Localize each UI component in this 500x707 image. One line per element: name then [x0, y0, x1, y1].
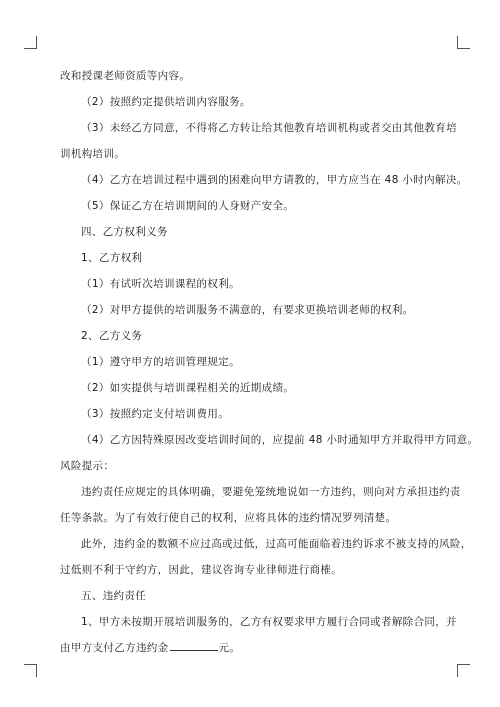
- paragraph-line: 任等条款。为了有效行使自己的权利，应将具体的违约情况罗列清楚。: [60, 512, 397, 524]
- crop-mark-top-left: [24, 36, 37, 49]
- penalty-amount-blank: [170, 640, 218, 651]
- paragraph-line: （4）乙方因特殊原因改变培训时间的，应提前 48 小时通知甲方并取得甲方同意。: [81, 434, 479, 446]
- paragraph-line: （2）如实提供与培训课程相关的近期成绩。: [81, 382, 295, 394]
- paragraph-line: [60, 635, 450, 661]
- subsection-heading: 1、乙方权利: [81, 252, 143, 264]
- paragraph-line: （3）按照约定支付培训费用。: [81, 408, 230, 420]
- paragraph-line: （1）有试听次培训课程的权利。: [81, 278, 240, 290]
- paragraph-line: （5）保证乙方在培训期间的人身财产安全。: [81, 200, 295, 212]
- paragraph-line: 违约责任应规定的具体明确，要避免笼统地说如一方违约，则向对方承担违约责: [81, 486, 461, 498]
- subsection-heading: 2、乙方义务: [81, 330, 143, 342]
- crop-mark-top-right: [457, 36, 470, 49]
- paragraph-line: （2）对甲方提供的培训服务不满意的，有要求更换培训老师的权利。: [81, 304, 414, 316]
- currency-unit-text: 元。: [218, 642, 241, 654]
- paragraph-line: 改和授课老师资质等内容。: [60, 70, 191, 82]
- paragraph-line: 过低则不利于守约方，因此，建议咨询专业律师进行商榷。: [60, 564, 343, 576]
- paragraph-line: （3）未经乙方同意，不得将乙方转让给其他教育培训机构或者交由其他教育培: [81, 122, 457, 134]
- paragraph-line: （2）按照约定提供培训内容服务。: [81, 96, 251, 108]
- document-body: [60, 63, 479, 661]
- paragraph-line: 此外，违约金的数额不应过高或过低，过高可能面临着违约诉求不被支持的风险，: [81, 538, 472, 550]
- paragraph-line: 训机构培训。: [60, 148, 126, 160]
- crop-mark-bottom-right: [457, 664, 470, 677]
- crop-mark-bottom-left: [24, 664, 37, 677]
- penalty-text: 由甲方支付乙方违约金: [60, 642, 169, 654]
- section-heading: 四、乙方权利义务: [81, 226, 168, 238]
- risk-note-heading: 风险提示：: [60, 460, 115, 472]
- section-heading: 五、违约责任: [81, 590, 147, 602]
- paragraph-line: 1、甲方未按期开展培训服务的，乙方有权要求甲方履行合同或者解除合同，并: [81, 616, 457, 628]
- paragraph-line: （1）遵守甲方的培训管理规定。: [81, 356, 240, 368]
- paragraph-line: （4）乙方在培训过程中遇到的困难向甲方请教的，甲方应当在 48 小时内解决。: [81, 174, 468, 186]
